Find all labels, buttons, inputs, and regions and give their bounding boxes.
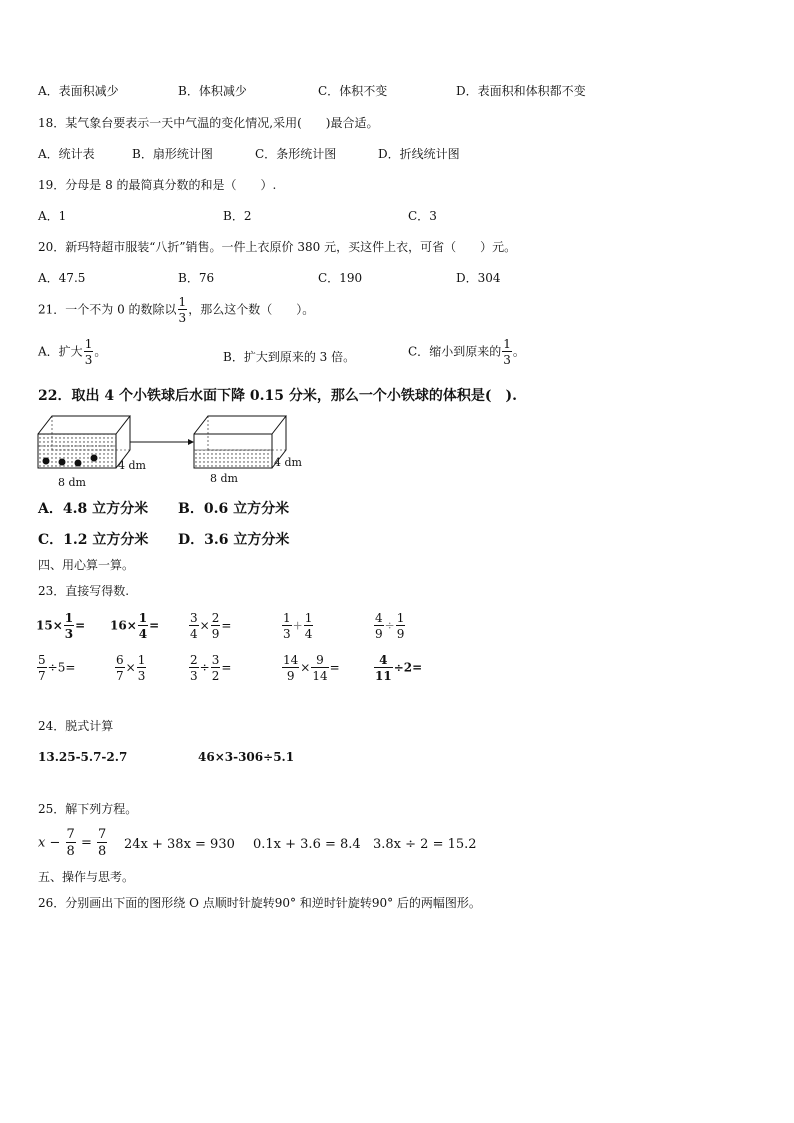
q23-item: $\frac{14}{9}$ × $\frac{9}{14}$ =: [283, 653, 340, 683]
section-4-title: 四、用心算一算。: [38, 558, 135, 572]
q19-option-b: B．2: [223, 209, 252, 223]
q23-item: 15× $\frac{1}{3}$ =: [36, 611, 86, 641]
left-width-label: 8 dm: [58, 476, 86, 489]
q22-option-c: C．1.2 立方分米: [38, 532, 149, 548]
q21-option-c: C．缩小到原来的 $\frac{1}{3}$ 。: [408, 337, 525, 367]
q18-option-b: B．扇形统计图: [132, 147, 213, 161]
right-height-label: 4 dm: [274, 456, 302, 469]
section-5-title: 五、操作与思考。: [38, 870, 135, 884]
q23-item: $\frac{6}{7}$ × $\frac{1}{3}$: [116, 653, 146, 683]
q18-option-c: C．条形统计图: [255, 147, 337, 161]
q17-option-c: C．体积不变: [318, 84, 388, 98]
q22-option-a: A．4.8 立方分米: [38, 501, 149, 517]
iron-ball: [43, 458, 50, 465]
q19-option-c: C．3: [408, 209, 437, 223]
q25-equation-1: x − $\frac{7}{8}$ = $\frac{7}{8}$: [38, 827, 107, 859]
iron-ball: [91, 455, 98, 462]
q22-option-d: D．3.6 立方分米: [178, 532, 290, 548]
q20-option-a: A．47.5: [38, 271, 86, 285]
q24-expression-1: 13.25-5.7-2.7: [38, 750, 128, 764]
right-width-label: 8 dm: [210, 472, 238, 485]
q17-option-a: A．表面积减少: [38, 84, 119, 98]
q20-stem: 20．新玛特超市服装“八折”销售。一件上衣原价 380 元，买这件上衣，可省（ ）元。: [38, 240, 517, 254]
q19-stem: 19．分母是 8 的最简真分数的和是（ ）.: [38, 178, 277, 192]
q23-item: $\frac{4}{9}$ ÷ $\frac{1}{9}$: [375, 611, 405, 641]
iron-ball: [75, 460, 82, 467]
q20-option-c: C．190: [318, 271, 363, 285]
q22-option-b: B．0.6 立方分米: [178, 501, 290, 517]
q25-equation-4: 3.8x ÷ 2 = 15.2: [373, 837, 477, 852]
q23-item: 16× $\frac{1}{4}$ =: [110, 611, 160, 641]
q23-item: $\frac{2}{3}$ ÷ $\frac{3}{2}$ =: [190, 653, 232, 683]
q19-option-a: A．1: [38, 209, 67, 223]
q23-item: $\frac{4}{11}$ ÷2=: [375, 653, 423, 683]
right-tank: [194, 416, 286, 468]
q21-stem: 21．一个不为 0 的数除以 $\frac{1}{3}$ ，那么这个数（ ）。: [38, 295, 315, 325]
q21-fraction: $\frac{1}{3}$: [178, 295, 187, 325]
q23-item: $\frac{1}{3}$ + $\frac{1}{4}$: [283, 611, 313, 641]
q21-option-a: A．扩大 $\frac{1}{3}$ 。: [38, 337, 107, 367]
q25-stem: 25．解下列方程。: [38, 802, 138, 816]
left-tank: [38, 416, 130, 468]
q22-stem: 22．取出 4 个小铁球后水面下降 0.15 分米，那么一个小铁球的体积是( ).: [38, 388, 517, 404]
q21-option-b: B．扩大到原来的 3 倍。: [223, 350, 356, 364]
q23-item: $\frac{3}{4}$ × $\frac{2}{9}$ =: [190, 611, 232, 641]
q18-option-a: A．统计表: [38, 147, 95, 161]
q23-stem: 23．直接写得数.: [38, 584, 130, 598]
q26-stem: 26．分别画出下面的图形绕 O 点顺时针旋转90° 和逆时针旋转90° 后的两幅图形。: [38, 896, 481, 910]
q18-stem: 18．某气象台要表示一天中气温的变化情况,采用( )最合适。: [38, 116, 379, 130]
q25-equation-3: 0.1x + 3.6 = 8.4: [253, 837, 361, 852]
iron-ball: [59, 459, 66, 466]
q20-option-b: B．76: [178, 271, 215, 285]
q18-option-d: D．折线统计图: [378, 147, 460, 161]
q25-equation-2: 24x + 38x = 930: [124, 837, 235, 852]
q17-option-d: D．表面积和体积都不变: [456, 84, 586, 98]
left-height-label: 4 dm: [118, 459, 146, 472]
q24-expression-2: 46×3-306÷5.1: [198, 750, 295, 764]
q24-stem: 24．脱式计算: [38, 719, 114, 733]
q20-option-d: D．304: [456, 271, 501, 285]
q23-item: $\frac{5}{7}$ ÷5=: [38, 653, 76, 683]
q17-option-b: B．体积减少: [178, 84, 247, 98]
